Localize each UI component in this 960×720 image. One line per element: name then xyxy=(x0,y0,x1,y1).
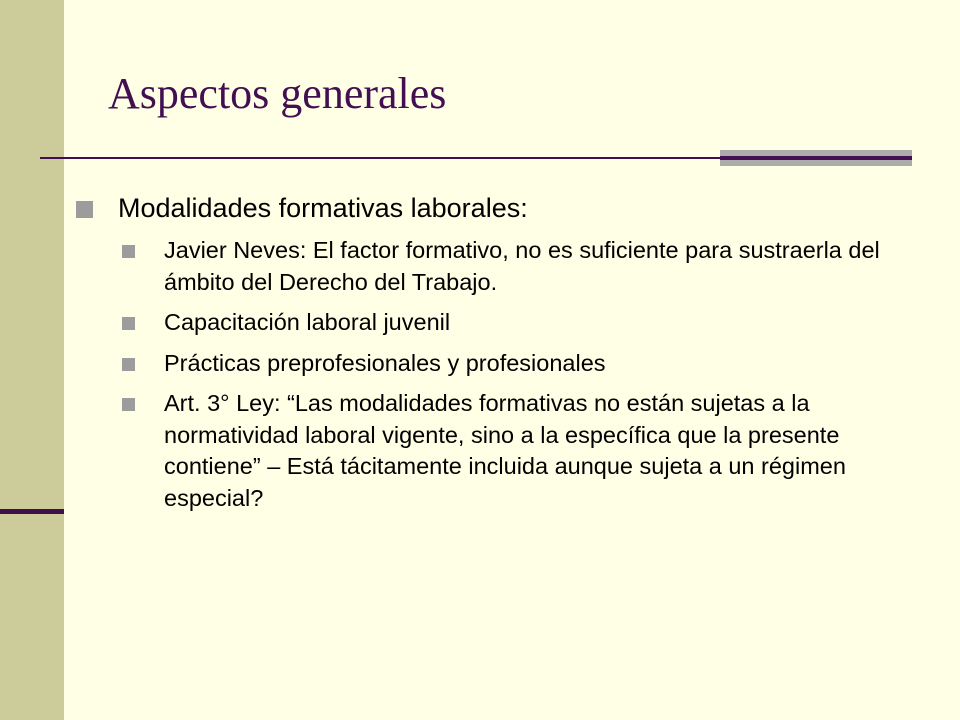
sidebar-band xyxy=(0,0,64,720)
slide-title: Aspectos generales xyxy=(108,69,447,118)
bullet-item xyxy=(76,190,916,514)
sub-bullet-list xyxy=(118,235,916,514)
sub-bullet-item xyxy=(120,307,916,339)
square-bullet-icon xyxy=(122,317,135,330)
sub-bullet-text: Capacitación laboral juvenil xyxy=(164,309,451,335)
square-bullet-icon xyxy=(122,358,135,371)
square-bullet-icon xyxy=(122,398,135,411)
square-bullet-icon xyxy=(76,201,93,218)
sub-bullet-text: Javier Neves: El factor formativo, no es suficiente para sustraerla del ámbito del Derecho del Trabajo. xyxy=(164,237,880,295)
sub-bullet-text: Prácticas preprofesionales y profesionales xyxy=(164,349,606,376)
sub-bullet-item xyxy=(120,235,916,298)
sub-bullet-text: Art. 3° Ley: “Las modalidades formativas no están sujetas a la normatividad laboral vigente, sino a la específica que la presente contiene” – Está tácitamente incluida aunque sujeta a un régimen especial? xyxy=(164,390,846,511)
bullet-list xyxy=(76,190,916,523)
sub-bullet-item xyxy=(120,348,916,380)
square-bullet-icon xyxy=(122,245,135,258)
bullet-text: Modalidades formativas laborales: xyxy=(118,193,528,223)
title-underline-accent xyxy=(720,156,912,160)
sub-bullet-item xyxy=(120,388,916,514)
sidebar-accent-bar xyxy=(0,509,64,514)
